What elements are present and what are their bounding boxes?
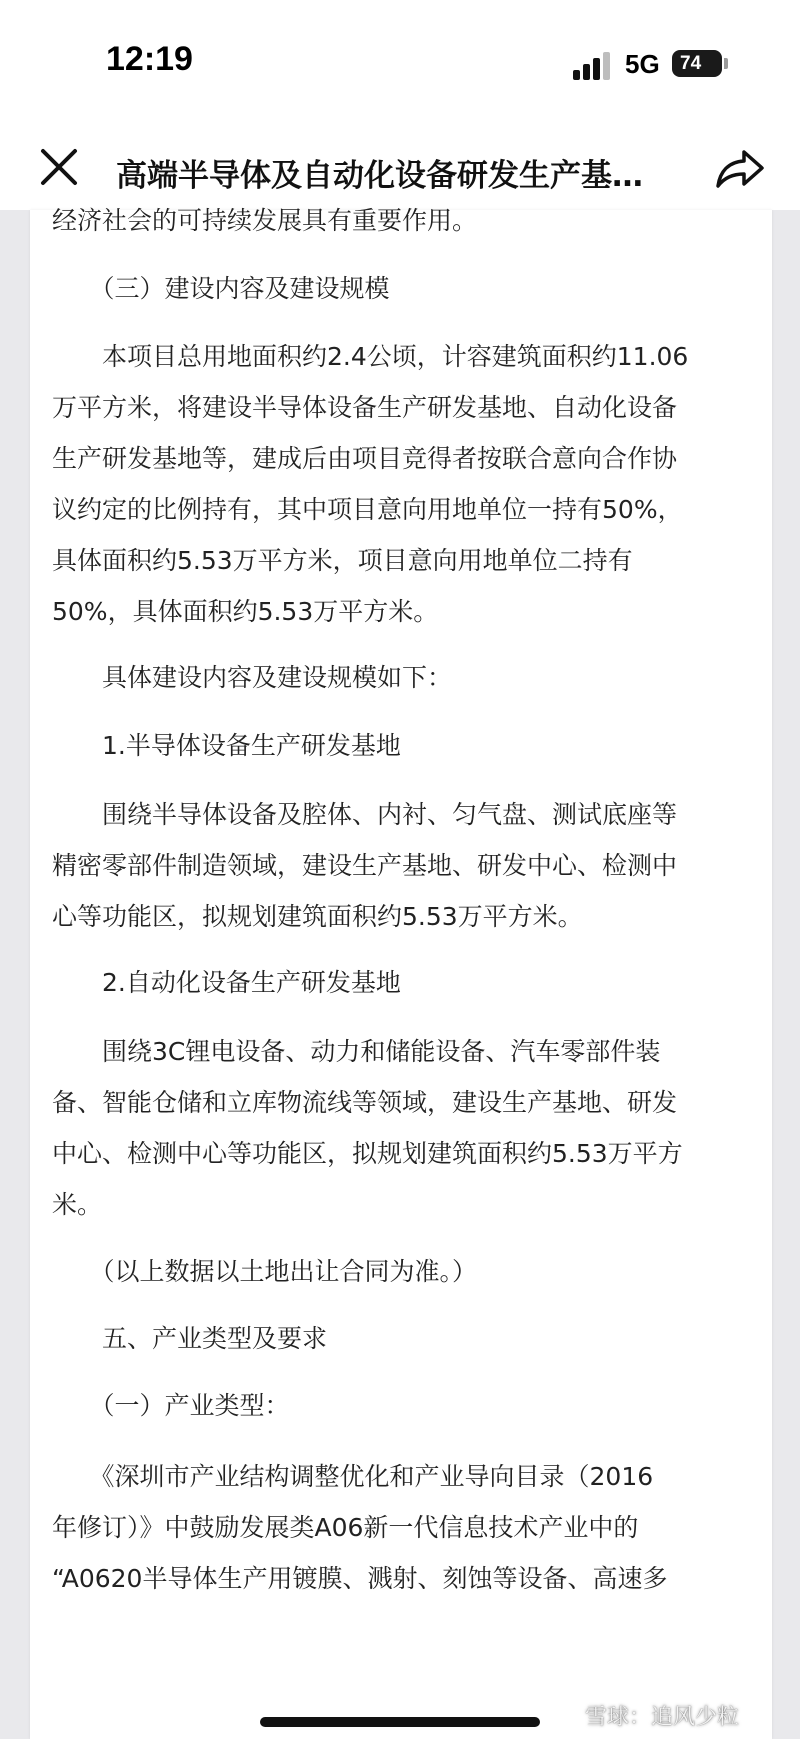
doc-line: 《深圳市产业结构调整优化和产业导向目录（2016 — [52, 1462, 654, 1491]
doc-line: 议约定的比例持有，其中项目意向用地单位一持有50%， — [52, 495, 683, 524]
battery-icon: 74 — [672, 50, 722, 77]
network-type: 5G — [625, 49, 660, 79]
doc-line: 围绕半导体设备及腔体、内衬、匀气盘、测试底座等 — [52, 800, 678, 829]
doc-line: 50%，具体面积约5.53万平方米。 — [52, 597, 439, 626]
close-button[interactable] — [34, 142, 86, 194]
doc-heading: （三）建设内容及建设规模 — [52, 274, 390, 303]
doc-line: 备、智能仓储和立库物流线等领域，建设生产基地、研发 — [52, 1088, 678, 1117]
doc-line: 精密零部件制造领域，建设生产基地、研发中心、检测中 — [52, 851, 678, 880]
doc-line: 具体建设内容及建设规模如下： — [52, 663, 453, 692]
cellular-signal-icon — [573, 50, 613, 80]
page-title: 高端半导体及自动化设备研发生产基… — [116, 158, 643, 194]
doc-line: 万平方米，将建设半导体设备生产研发基地、自动化设备 — [52, 393, 678, 422]
battery-tip — [724, 58, 728, 69]
doc-line: 年修订）》中鼓励发展类A06新一代信息技术产业中的 — [52, 1513, 639, 1542]
doc-heading: 2.自动化设备生产研发基地 — [52, 968, 401, 997]
doc-line: （以上数据以土地出让合同为准。） — [52, 1257, 478, 1286]
doc-line: 生产研发基地等，建成后由项目竞得者按联合意向合作协 — [52, 444, 678, 473]
doc-line: “A0620半导体生产用镀膜、溅射、刻蚀等设备、高速多 — [52, 1564, 668, 1593]
doc-line: 米。 — [52, 1190, 103, 1219]
doc-heading: （一）产业类型： — [52, 1391, 290, 1420]
doc-line: 经济社会的可持续发展具有重要作用。 — [52, 206, 478, 235]
doc-line: 围绕3C锂电设备、动力和储能设备、汽车零部件装 — [52, 1037, 661, 1066]
doc-heading: 五、产业类型及要求 — [52, 1324, 328, 1353]
status-bar — [0, 0, 800, 130]
status-time: 12:19 — [106, 40, 193, 78]
share-button[interactable] — [712, 140, 768, 196]
share-arrow-icon — [712, 140, 768, 196]
close-icon — [34, 142, 86, 194]
doc-line: 本项目总用地面积约2.4公顷，计容建筑面积约11.06 — [52, 342, 689, 371]
doc-line: 心等功能区，拟规划建筑面积约5.53万平方米。 — [52, 902, 583, 931]
home-indicator[interactable] — [260, 1717, 540, 1727]
watermark-text: 雪球：追风少粒 — [585, 1705, 740, 1730]
document-page[interactable] — [30, 206, 772, 1739]
doc-line: 具体面积约5.53万平方米，项目意向用地单位二持有 — [52, 546, 633, 575]
doc-heading: 1.半导体设备生产研发基地 — [52, 731, 401, 760]
doc-line: 中心、检测中心等功能区，拟规划建筑面积约5.53万平方 — [52, 1139, 683, 1168]
